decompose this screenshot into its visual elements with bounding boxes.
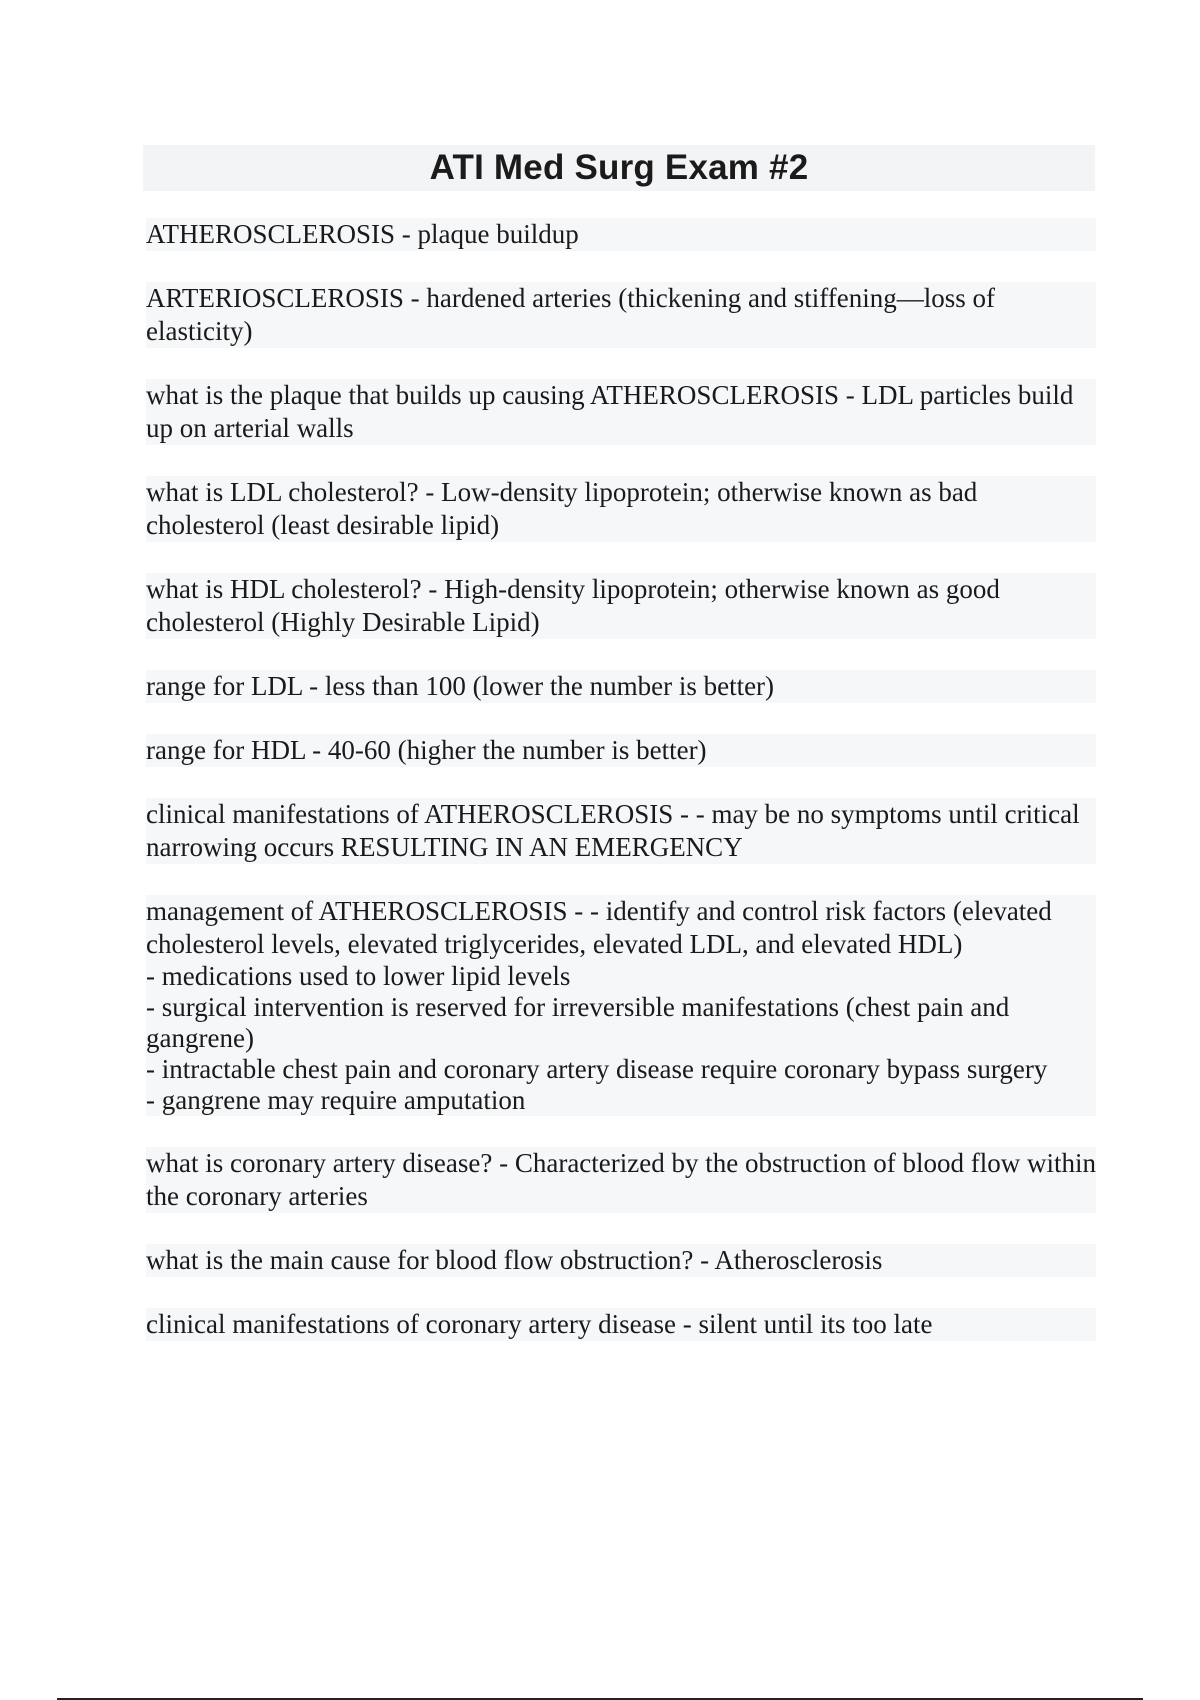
entry-management: management of ATHEROSCLEROSIS - - identify and control risk factors (elevated cholesterol levels, elevated triglycerides, elevated LDL, and elevated HDL) bbox=[146, 895, 1096, 961]
document-title: ATI Med Surg Exam #2 bbox=[429, 148, 809, 187]
entry-coronary-artery-disease: what is coronary artery disease? - Characterized by the obstruction of blood flow within the coronary arteries bbox=[146, 1148, 1096, 1211]
management-item: - intractable chest pain and coronary artery disease require coronary bypass surgery bbox=[146, 1054, 1096, 1085]
entry-arteriosclerosis: ARTERIOSCLEROSIS - hardened arteries (thickening and stiffening—loss of elasticity) bbox=[146, 282, 1096, 348]
management-item: - surgical intervention is reserved for irreversible manifestations (chest pain and gangrene) bbox=[146, 992, 1096, 1054]
entry-hdl-cholesterol: what is HDL cholesterol? - High-density lipoprotein; otherwise known as good cholesterol (Highly Desirable Lipid) bbox=[146, 573, 1096, 639]
management-item: - gangrene may require amputation bbox=[146, 1085, 1096, 1116]
entry-clinical-manifestations: clinical manifestations of ATHEROSCLEROSIS - - may be no symptoms until critical narrowing occurs RESULTING IN AN EMERGENCY bbox=[146, 798, 1096, 864]
entry-cad-manifestations: clinical manifestations of coronary artery disease - silent until its too late bbox=[146, 1308, 1096, 1341]
entry-plaque: what is the plaque that builds up causing ATHEROSCLEROSIS - LDL particles build up on arterial walls bbox=[146, 379, 1096, 445]
management-list bbox=[146, 961, 1096, 1116]
document-body bbox=[146, 218, 1096, 1372]
entry-ldl-range: range for LDL - less than 100 (lower the number is better) bbox=[146, 670, 1096, 703]
title-banner bbox=[143, 145, 1095, 191]
entry-atherosclerosis: ATHEROSCLEROSIS - plaque buildup bbox=[146, 218, 1096, 251]
entry-obstruction-cause: what is the main cause for blood flow obstruction? - Atherosclerosis bbox=[146, 1244, 1096, 1277]
entry-ldl-cholesterol: what is LDL cholesterol? - Low-density lipoprotein; otherwise known as bad cholesterol (least desirable lipid) bbox=[146, 476, 1096, 542]
entry-hdl-range: range for HDL - 40-60 (higher the number is better) bbox=[146, 734, 1096, 767]
management-item: - medications used to lower lipid levels bbox=[146, 961, 1096, 992]
